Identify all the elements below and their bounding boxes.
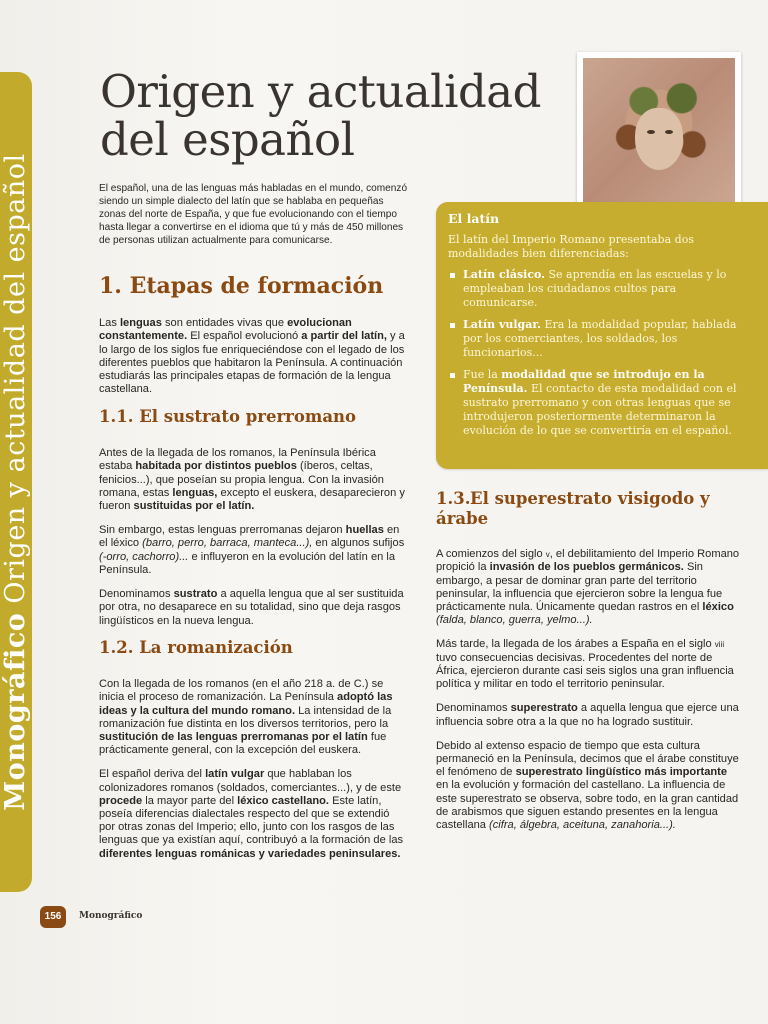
list-item: Latín vulgar. Era la modalidad popular, hablada por los comerciantes, los soldados, los funcionarios... [448, 318, 748, 360]
mosaic-image [583, 58, 735, 202]
paragraph: Antes de la llegada de los romanos, la Península Ibérica estaba habitada por distintos pueblos (íberos, celtas, fenicios...), que poseían su propia lengua. Con la invasión romana, estas lenguas, excepto el euskera, desaparecieron y fueron sustituidas por el latín. [99, 447, 405, 512]
section-1-1-body [99, 436, 405, 639]
list-item: Latín clásico. Se aprendía en las escuelas y lo empleaban los ciudadanos cultos para comunicarse. [448, 268, 748, 310]
paragraph: Debido al extenso espacio de tiempo que esta cultura permaneció en la Península, decimos que el árabe constituye el fenómeno de superestrato lingüístico más importante en la evolución y formación del castellano. La influencia de este superestrato se observa, sobre todo, en la gran cantidad de arabismos que siguen estando presentes en la lengua castellana (cifra, álgebra, aceituna, zanahoria...). [436, 739, 739, 832]
intro-paragraph: El español, una de las lenguas más habladas en el mundo, comenzó siendo un simple dialecto del latín que se hablaba en pequeñas zonas del norte de España, y que fue evolucionando con el tiempo hasta llegar a convertirse en el idioma que tú y más de 450 millones de personas utilizan actualmente para comunicarse. [99, 183, 408, 247]
paragraph: Denominamos sustrato a aquella lengua que al ser sustituida por otra, no desaparece en su totalidad, sino que deja rasgos lingüísticos en la nueva lengua. [99, 588, 404, 627]
section-1-3-body [436, 537, 742, 843]
box-title: El latín [448, 211, 500, 226]
footer-label: Monográfico [79, 911, 143, 921]
list-item: Fue la modalidad que se introdujo en la Península. El contacto de esta modalidad con el sustrato prerromano y con otras lenguas que se introdujeron posteriormente determinaron la evolución de lo que se convertiría en el español. [448, 368, 748, 438]
paragraph: Denominamos superestrato a aquella lengua que ejerce una influencia sobre otra a la que no ha logrado sustituir. [436, 702, 739, 728]
paragraph: A comienzos del siglo v, el debilitamiento del Imperio Romano propició la invasión de los pueblos germánicos. Sin embargo, a pesar de dominar gran parte del territorio peninsular, la influencia que ejercieron sobre la lengua fue prácticamente nula. Únicamente quedan rastros en el léxico (falda, blanco, guerra, yelmo...). [436, 548, 740, 627]
section-1-title: 1. Etapas de formación [99, 273, 384, 299]
paragraph: Sin embargo, estas lenguas prerromanas dejaron huellas en el léxico (barro, perro, barraca, manteca...), en algunos sufijos (-orro, cachorro)... e influyeron en la evolución del latín en la Península. [99, 524, 405, 576]
box-list [448, 268, 748, 446]
page-title: Origen y actualidad del español [100, 65, 541, 166]
mosaic-eye [647, 130, 655, 134]
section-1-body [99, 306, 405, 407]
section-1-2-title: 1.2. La romanización [99, 638, 293, 657]
mosaic-face [635, 108, 683, 170]
mosaic-photo [577, 52, 741, 208]
paragraph: El español deriva del latín vulgar que hablaban los colonizadores romanos (soldados, comerciantes...), y de este procede la mayor parte del léxico castellano. Este latín, poseía diferencias dialectales respecto del que se extendió por otras zonas del Imperio; ello, junto con los rasgos de las lenguas que ya existían aquí, contribuyó a la formación de las diferentes lenguas románicas y variedades peninsulares. [99, 768, 404, 860]
section-1-1-title: 1.1. El sustrato prerromano [99, 407, 357, 426]
section-1-3-title: 1.3.El superestrato visigodo y árabe [436, 489, 710, 528]
mosaic-eye [665, 130, 673, 134]
box-intro: El latín del Imperio Romano presentaba dos modalidades bien diferenciadas: [448, 233, 694, 260]
side-title: Monográfico Origen y actualidad del español [0, 153, 31, 811]
paragraph: Con la llegada de los romanos (en el año 218 a. de C.) se inicia el proceso de romanización. La Península adoptó las ideas y la cultura del mundo romano. La intensidad de la romanización fue distinta en los diversos territorios, pero la sustitución de las lenguas prerromanas por el latín fue prácticamente general, con la excepción del euskera. [99, 678, 393, 757]
paragraph: Las lenguas son entidades vivas que evolucionan constantemente. El español evolucionó a partir del latín, y a lo largo de los siglos fue enriqueciéndose con el legado de los diferentes pueblos que habitaron la Península. A continuación estudiarás las principales etapas de formación de la lengua castellana. [99, 317, 405, 396]
section-1-2-body [99, 667, 405, 872]
paragraph: Más tarde, la llegada de los árabes a España en el siglo viii tuvo consecuencias decisivas. Procedentes del norte de África, ejercieron durante casi seis siglos una gran influencia política y militar en todo el territorio peninsular. [436, 638, 734, 691]
page-number: 156 [40, 906, 66, 928]
